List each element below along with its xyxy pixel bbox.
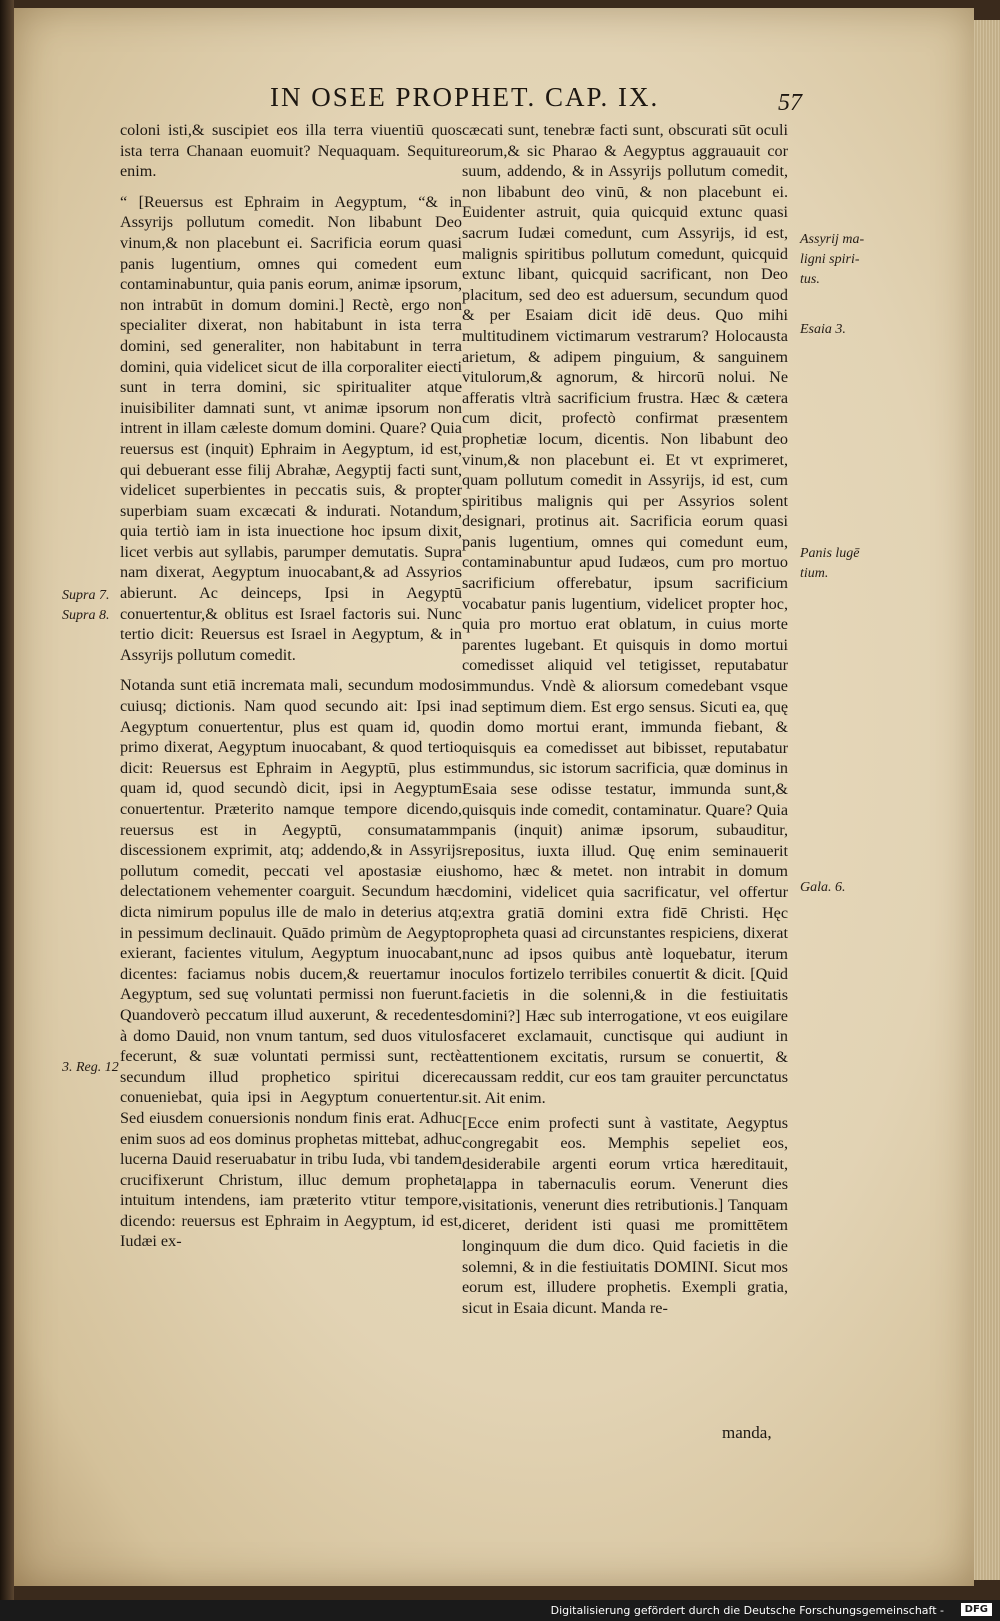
catchword: manda, [722, 1423, 772, 1442]
left-text-column [120, 120, 462, 1252]
folio-number: 57 [778, 90, 802, 116]
right-text-column [462, 120, 788, 1318]
right-paragraph-2: [Ecce enim profecti sunt à vastitate, Aegyptus congregabit eos. Memphis sepeliet eos, desiderabile argenti eorum vrtica hæreditauit, lappa in tabernaculis eorum. Venerunt dies visitationis, venerunt dies retributionis.] Tanquam diceret, derident isti quasi me promittētem longinquum die dum dico. Quid facietis in die solemni, & in die festiuitatis DOMINI. Sicut mos eorum est, illudere prophetis. Exempli gratia, sicut in Esaia dicunt. Manda re- [462, 1113, 788, 1317]
margin-note-3-reg-12: 3. Reg. 12 [62, 1060, 119, 1075]
margin-note-esaia-3: Esaia 3. [800, 322, 846, 337]
margin-note-assyrij: Assyrij ma- [800, 232, 865, 247]
running-title: IN OSEE PROPHET. CAP. IX. [270, 82, 660, 112]
margin-note-tus: tus. [800, 272, 820, 287]
margin-note-maligni: ligni spiri- [800, 252, 860, 267]
digitization-footer [0, 1600, 1000, 1621]
margin-note-panis-lugentium: Panis lugē [800, 546, 860, 561]
dfg-logo: DFG [961, 1603, 992, 1616]
left-paragraph-3: Notanda sunt etiā incremata mali, secundum modos cuiusq; dictionis. Nam quod secundo ait: Ipsi in Aegyptum conuertentur, plus est quam id, quod primo dixerat, Aegyptum inuocabant, & quod tertio dicit: Reuersus est Ephraim in Aegyptū, plus est quam id, quod secundò dicit, ipsi in Aegyptum conuertentur. Præterito namque tempore dicendo, reuersus est in Aegyptū, consumatamm discessionem exprimit, atq; addendo,& in Assyrijs pollutum comedit, peccati vel apostasiæ eius delectationem vehementer coarguit. Secundum hæc dicta nimirum populus ille de malo in deterius atq; in pessimum declinauit. Quādo primùm de Aegypto exierant, facientes vitulum, Aegyptum inuocabant, dicentes: faciamus nobis ducem,& reuertamur in Aegyptum, sed suę voluntati permissi non fuerunt. Quandoverò peccatum illud auxerunt, & recedentes à domo Dauid, non vnum tantum, sed duos vitulos fecerunt, & suæ voluntati permissi sunt, rectè secundum illud prophetico spiritui dicere conueniebat, quia ipsi in Aegyptum conuertentur. Sed eiusdem conuersionis nondum finis erat. Adhuc enim suos ad eos dominus prophetas mittebat, adhuc lucerna Dauid reseruabatur in tribu Iuda, vbi tandem crucifixerunt Christum, illuc demum propheta intuitum intendens, iam præterito vtitur tempore, dicendo: reuersus est Ephraim in Aegyptum, id est, Iudæi ex- [120, 676, 462, 1251]
page-stack-edge [974, 20, 1000, 1580]
right-paragraph-1: cæcati sunt, tenebræ facti sunt, obscurati sūt oculi eorum,& sic Pharao & Aegyptus aggrauauit cor suum, addendo, & in Assyrijs pollutum comedit, non libabunt deo vinū, & non placebunt ei. Euidenter astruit, quia quicquid extunc quasi sacrum Iudæi comedunt, cum Assyrijs, id est, malignis spiritibus pollutum comedunt, quicquid extunc libant, quicquid sacrificant, non Deo placitum, sed deo est aduersum, secundum quod & per Esaiam dicit idē deus. Quo mihi multitudinem victimarum vestrarum? Holocausta arietum, & adipem pinguium, & sanguinem vitulorum,& agnorum, & hircorū nolui. Ne afferatis vltrà sacrificium frustra. Hæc & cætera cum dicit, profectò confirmat præsentem prophetiæ locum, dicentis. Non libabunt deo vinum,& non placebunt ei. Et vt exprimeret, quam pollutum comedit in Assyrijs, id est, cum spiritibus malignis qui per Assyrios solent designari, protinus ait. Sacrificia eorum quasi panis lugentium, omnes qui comedunt eum, contaminabuntur apud Iudæos, cum pro mortuo sacrificium offerebatur, ipsum sacrificium vocabatur panis lugentium, videlicet propter hoc, quia pro mortuo erat oblatum, in cuius morte parentes lugebant. Et quisquis in domo mortui comedisset aliquid vel tetigisset, reputabatur immundus. Vndè & aliorsum comedebant vsque ad septimum diem. Est ergo sensus. Sicuti ea, quę in domo mortui erant, immunda fiebant, & quisquis ea comedisset aut bibisset, reputabatur immundus, sic istorum sacrificia, quæ dominus in Esaia sese odisse testatur, immunda sunt,& quisquis inde comedit, contaminatur. Quare? Quia panis (inquit) animæ ipsorum, subauditur, repositus, iuxta illud. Quę enim seminauerit homo, hæc & metet. non intrabit in domum domini, videlicet quia sacrificatur, vel offertur extra gratiā domini extra fidē Christi. Hęc propheta quasi ad circunstantes respiciens, dixerat nunc ad ipsos quibus antè loquebatur, iterum oculos fortizelo terribiles conuertit & dicit. [Quid facietis in die solenni,& in die festiuitatis domini?] Hæc sub interrogatione, vt eos euigilare faceret exclamauit, cunctisque qui audiunt in attentionem excitatis, rursum se conuertit, & caussam reddit, cur eos tam grauiter percunctatus sit. Ait enim. [462, 121, 788, 1107]
margin-note-gala-6: Gala. 6. [800, 880, 846, 895]
left-paragraph-2: “ [Reuersus est Ephraim in Aegyptum, “& in Assyrijs pollutum comedit. Non libabunt Deo vinum,& non placebunt ei. Sacrificia eorum quasi panis lugentium, omnes qui comedent eum contaminabuntur, quia panis eorum, animæ ipsorum, non intrabūt in domum domini.] Rectè, ergo non specialiter dixerat, non habitabunt in ista terra domini, sed generaliter, non habitabunt in terra domini, quia videlicet sicut de illa corporaliter eiecti sunt in terra domini, sic spiritualiter atque inuisibiliter damnati sunt, vt animæ ipsorum non intrent in illam cæleste domum domini. Quare? Quia reuersus est (inquit) Ephraim in Aegyptum, id est, qui debuerant esse filij Abrahæ, Aegyptij facti sunt, videlicet superbientes in peccatis suis, & propter superbiam suam excæcati & indurati. Notandum, quia tertiò iam in ista inuectione hoc ipsum dixit, licet verbis aut syllabis, parumper demutatis. Supra nam dixerat, Aegyptum inuocabant,& ad Assyrios abierunt. Ac deinceps, Ipsi in Aegyptū conuertentur,& oblitus est Israel factoris sui. Nunc tertio dicit: Reuersus est Israel in Aegyptum, & in Assyrijs pollutum comedit. [120, 192, 462, 664]
book-spine-edge [0, 0, 14, 1621]
margin-note-supra-8: Supra 8. [62, 608, 110, 623]
margin-note-supra-7: Supra 7. [62, 588, 110, 603]
left-paragraph-1: coloni isti,& suscipiet eos illa terra viuentiū quos ista terra Chanaan euomuit? Nequaquam. Sequitur enim. [120, 121, 462, 181]
margin-note-tium: tium. [800, 566, 829, 581]
footer-credit: Digitalisierung gefördert durch die Deutsche Forschungsgemeinschaft - [550, 1604, 944, 1617]
